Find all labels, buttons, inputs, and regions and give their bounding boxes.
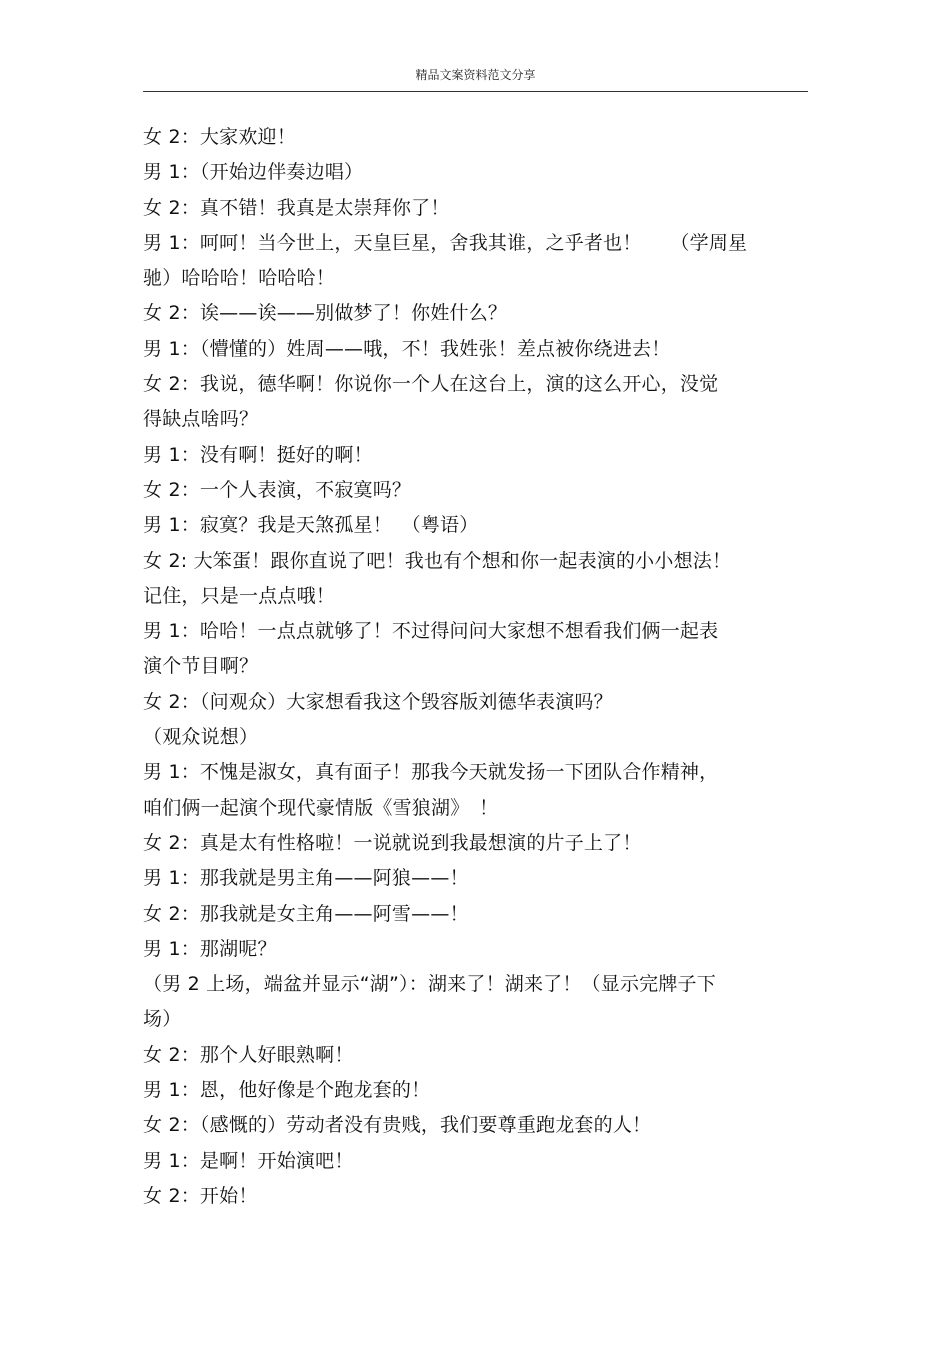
script-line: 女 2：开始！: [143, 1184, 258, 1207]
script-line: （男 2 上场，端盆并显示“湖”）：湖来了！湖来了！（显示完牌子下: [143, 973, 716, 996]
header-divider: [143, 91, 808, 92]
script-line: 男 1：那我就是男主角——阿狼——！: [143, 867, 469, 890]
script-line: （观众说想）: [143, 726, 259, 749]
script-line: 男 1：（开始边伴奏边唱）: [143, 161, 364, 184]
script-line: 得缺点啥吗？: [143, 408, 259, 431]
script-line: 男 1：没有啊！挺好的啊！: [143, 443, 373, 466]
script-line: 男 1：不愧是淑女，真有面子！那我今天就发扬一下团队合作精神，: [143, 761, 719, 784]
script-line: 男 1：哈哈！一点点就够了！不过得问问大家想不想看我们俩一起表: [143, 620, 719, 643]
script-line: 女 2：一个人表演，不寂寞吗？: [143, 478, 412, 501]
script-line: 驰）哈哈哈！哈哈哈！: [143, 267, 336, 290]
script-line: 场）: [143, 1008, 182, 1031]
page-header: 精品文案资料范文分享: [415, 68, 536, 82]
script-line: 女 2：真是太有性格啦！一说就说到我最想演的片子上了！: [143, 831, 642, 854]
script-line: 女 2：（问观众）大家想看我这个毁容版刘德华表演吗？: [143, 690, 613, 713]
script-line: 男 1：呵呵！当今世上，天皇巨星，舍我其谁，之乎者也！ （学周星: [143, 231, 748, 254]
script-line: 女 2: 大笨蛋！跟你直说了吧！我也有个想和你一起表演的小小想法！: [143, 549, 732, 572]
script-line: 男 1：寂寞？我是天煞孤星！ （粤语）: [143, 514, 479, 537]
script-line: 女 2：（感慨的）劳动者没有贵贱，我们要尊重跑龙套的人！: [143, 1114, 652, 1137]
script-line: 女 2：那个人好眼熟啊！: [143, 1043, 354, 1066]
script-line: 女 2：大家欢迎！: [143, 126, 296, 148]
script-line: 女 2：诶——诶——别做梦了！你姓什么？: [143, 302, 508, 325]
script-body: [143, 120, 813, 1214]
script-line: 女 2：我说，德华啊！你说你一个人在这台上，演的这么开心，没觉: [143, 373, 719, 396]
script-line: 男 1：那湖呢？: [143, 937, 277, 960]
script-line: 男 1：恩，他好像是个跑龙套的！: [143, 1079, 431, 1102]
script-line: 男 1：（懵懂的）姓周——哦，不！我姓张！差点被你绕进去！: [143, 337, 671, 360]
script-line: 女 2：那我就是女主角——阿雪——！: [143, 902, 469, 925]
script-line: 演个节目啊？: [143, 655, 259, 678]
script-line: 男 1：是啊！开始演吧！: [143, 1149, 354, 1172]
script-line: 咱们俩一起演个现代豪情版《雪狼湖》 ！: [143, 796, 499, 819]
script-line: 记住，只是一点点哦！: [143, 584, 336, 607]
script-line: 女 2：真不错！我真是太崇拜你了！: [143, 196, 450, 219]
